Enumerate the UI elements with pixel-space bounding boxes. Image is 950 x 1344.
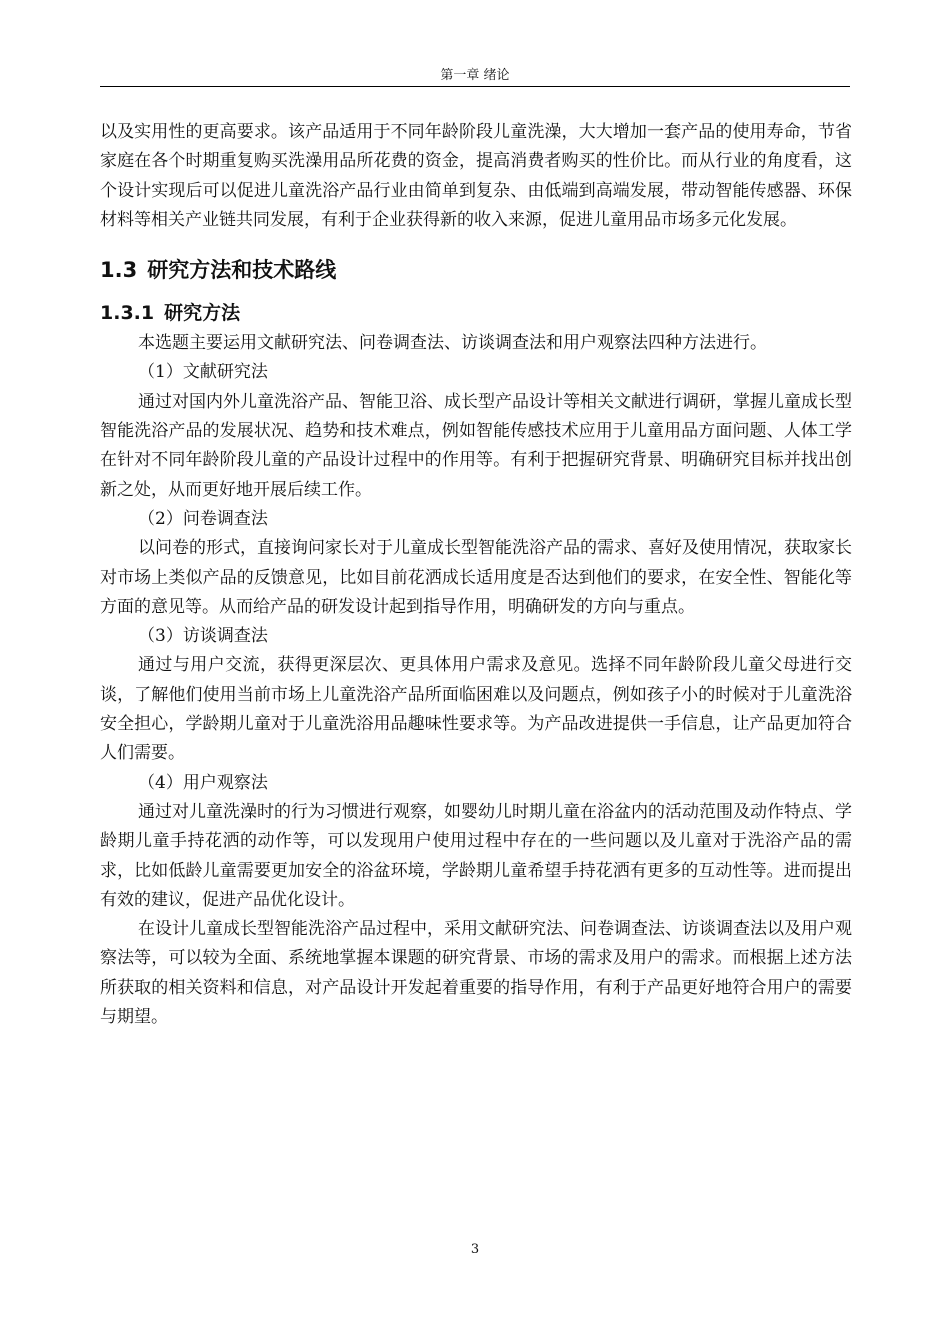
method-text-observation: 通过对儿童洗澡时的行为习惯进行观察，如婴幼儿时期儿童在浴盆内的活动范围及动作特点、学龄期儿童手持花洒的动作等，可以发现用户使用过程中存在的一些问题以及儿童对于洗浴产品的需求，比如低龄儿童需要更加安全的浴盆环境，学龄期儿童希望手持花洒有更多的互动性等。进而提出有效的建议，促进产品优化设计。 (100, 801, 852, 910)
page-body (100, 118, 852, 1032)
subsection-heading (100, 299, 852, 327)
method-text-literature: 通过对国内外儿童洗浴产品、智能卫浴、成长型产品设计等相关文献进行调研，掌握儿童成长型智能洗浴产品的发展状况、趋势和技术难点，例如智能传感技术应用于儿童用品方面问题、人体工学在针对不同年龄阶段儿童的产品设计过程中的作用等。有利于把握研究背景、明确研究目标并找出创新之处，从而更好地开展后续工作。 (100, 391, 852, 500)
intro-paragraph: 以及实用性的更高要求。该产品适用于不同年龄阶段儿童洗澡，大大增加一套产品的使用寿命，节省家庭在各个时期重复购买洗澡用品所花费的资金，提高消费者购买的性价比。而从行业的角度看，这个设计实现后可以促进儿童洗浴产品行业由简单到复杂、由低端到高端发展，带动智能传感器、环保材料等相关产业链共同发展，有利于企业获得新的收入来源，促进儿童用品市场多元化发展。 (100, 122, 852, 230)
running-header: 第一章 绪论 (440, 68, 510, 83)
method-label-interview: （3）访谈调查法 (138, 626, 268, 647)
subsection-number: 1.3.1 (100, 302, 155, 325)
page-number: 3 (470, 1242, 480, 1257)
subsection-title: 研究方法 (164, 302, 241, 325)
method-label-observation: （4）用户观察法 (138, 772, 268, 793)
section-title: 研究方法和技术路线 (147, 258, 337, 283)
section-number: 1.3 (100, 258, 138, 283)
header-rule (100, 86, 850, 87)
method-label-questionnaire: （2）问卷调查法 (138, 508, 268, 529)
method-text-interview: 通过与用户交流，获得更深层次、更具体用户需求及意见。选择不同年龄阶段儿童父母进行交谈，了解他们使用当前市场上儿童洗浴产品所面临困难以及问题点，例如孩子小的时候对于儿童洗浴安全担心，学龄期儿童对于儿童洗浴用品趣味性要求等。为产品改进提供一手信息，让产品更加符合人们需要。 (100, 655, 852, 764)
section-heading (100, 256, 852, 285)
method-text-questionnaire: 以问卷的形式，直接询问家长对于儿童成长型智能洗浴产品的需求、喜好及使用情况，获取家长对市场上类似产品的反馈意见，比如目前花洒成长适用度是否达到他们的要求，在安全性、智能化等方面的意见等。从而给产品的研发设计起到指导作用，明确研发的方向与重点。 (100, 538, 852, 617)
method-label-literature: （1）文献研究法 (138, 362, 268, 383)
conclusion-paragraph: 在设计儿童成长型智能洗浴产品过程中，采用文献研究法、问卷调查法、访谈调查法以及用户观察法等，可以较为全面、系统地掌握本课题的研究背景、市场的需求及用户的需求。而根据上述方法所获取的相关资料和信息，对产品设计开发起着重要的指导作用，有利于产品更好地符合用户的需要与期望。 (100, 919, 852, 1028)
overview-paragraph: 本选题主要运用文献研究法、问卷调查法、访谈调查法和用户观察法四种方法进行。 (138, 333, 767, 354)
